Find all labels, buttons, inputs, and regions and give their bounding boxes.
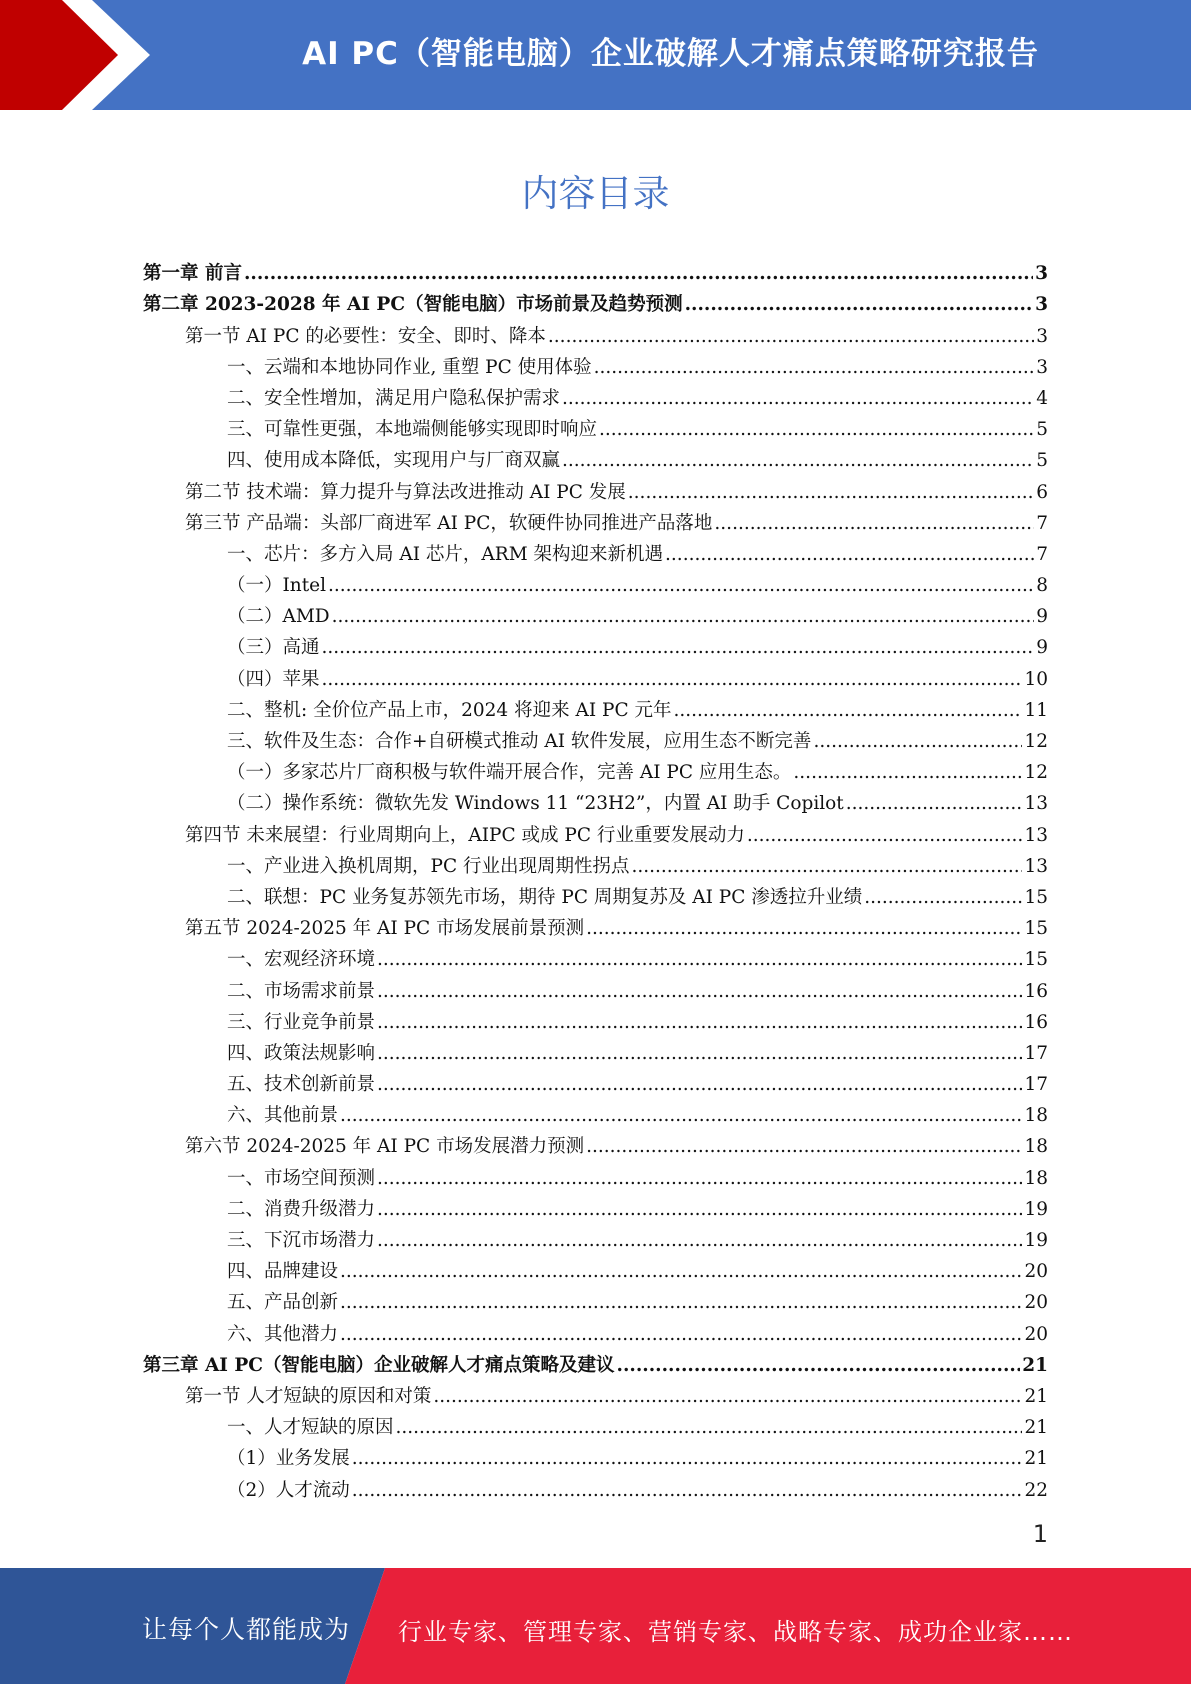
toc-dot-leader	[377, 1168, 1022, 1190]
toc-entry-page: 5	[1036, 450, 1048, 472]
toc-dot-leader	[632, 856, 1023, 878]
toc-entry-page: 9	[1036, 606, 1048, 628]
toc-entry-page: 20	[1024, 1292, 1048, 1314]
toc-entry[interactable]	[143, 1065, 1048, 1096]
toc-entry[interactable]	[143, 1408, 1048, 1439]
toc-entry[interactable]	[143, 1283, 1048, 1314]
toc-entry-page: 21	[1024, 1417, 1048, 1439]
toc-entry-title: （一）多家芯片厂商积极与软件端开展合作，完善 AI PC 应用生态。	[227, 762, 792, 784]
toc-dot-leader	[322, 669, 1023, 691]
header-arrow-decoration	[0, 0, 150, 110]
toc-entry-title: （三）高通	[227, 637, 320, 659]
toc-entry[interactable]	[143, 847, 1048, 878]
toc-entry-page: 21	[1024, 1448, 1048, 1470]
toc-entry-title: （1）业务发展	[227, 1448, 350, 1470]
toc-entry-title: 二、消费升级潜力	[227, 1198, 376, 1220]
toc-entry[interactable]	[143, 878, 1048, 909]
toc-entry[interactable]	[143, 815, 1048, 846]
toc-entry-page: 21	[1024, 1385, 1048, 1407]
toc-dot-leader	[352, 1448, 1023, 1470]
toc-entry-title: 第六节 2024-2025 年 AI PC 市场发展潜力预测	[185, 1136, 585, 1158]
toc-entry-title: 第一节 人才短缺的原因和对策	[185, 1385, 432, 1407]
toc-entry[interactable]	[143, 659, 1048, 690]
toc-dot-leader	[377, 949, 1022, 971]
toc-dot-leader	[562, 388, 1034, 410]
toc-entry[interactable]	[143, 753, 1048, 784]
toc-entry-title: 二、整机: 全价位产品上市，2024 将迎来 AI PC 元年	[227, 699, 672, 721]
toc-entry-title: 一、市场空间预测	[227, 1167, 376, 1189]
toc-dot-leader	[813, 731, 1022, 753]
toc-entry-page: 21	[1022, 1354, 1048, 1376]
toc-entry[interactable]	[143, 1096, 1048, 1127]
toc-entry-page: 20	[1024, 1261, 1048, 1283]
toc-dot-leader	[340, 1105, 1022, 1127]
toc-entry-title: 第二章 2023-2028 年 AI PC（智能电脑）市场前景及趋势预测	[143, 294, 683, 316]
toc-entry-page: 19	[1024, 1230, 1048, 1251]
toc-entry[interactable]	[143, 628, 1048, 659]
toc-entry-page: 3	[1035, 294, 1048, 316]
toc-entry-title: （2）人才流动	[227, 1479, 350, 1501]
toc-entry[interactable]	[143, 1314, 1048, 1345]
toc-entry-title: 一、产业进入换机周期，PC 行业出现周期性拐点	[227, 855, 630, 877]
toc-entry-page: 11	[1024, 699, 1048, 721]
toc-dot-leader	[377, 1074, 1022, 1096]
toc-entry-title: 五、产品创新	[227, 1292, 339, 1314]
toc-entry-title: 四、使用成本降低，实现用户与厂商双赢	[227, 450, 561, 472]
toc-entry[interactable]	[143, 1190, 1048, 1221]
toc-entry-page: 4	[1036, 387, 1048, 409]
toc-entry[interactable]	[143, 1034, 1048, 1065]
toc-entry-page: 12	[1024, 762, 1048, 784]
toc-entry-page: 15	[1024, 918, 1048, 940]
toc-dot-leader	[617, 1355, 1021, 1377]
toc-entry-title: 三、软件及生态：合作+自研模式推动 AI 软件发展，应用生态不断完善	[227, 731, 812, 752]
toc-entry[interactable]	[143, 722, 1048, 753]
toc-entry-page: 17	[1024, 1074, 1048, 1096]
toc-entry-title: 第一节 AI PC 的必要性：安全、即时、降本	[185, 325, 546, 347]
toc-entry-page: 16	[1024, 980, 1048, 1002]
toc-entry[interactable]	[143, 316, 1048, 347]
toc-entry-title: 四、政策法规影响	[227, 1042, 376, 1064]
toc-dot-leader	[340, 1261, 1022, 1283]
toc-dot-leader	[594, 357, 1035, 379]
toc-entry[interactable]	[143, 1252, 1048, 1283]
toc-dot-leader	[665, 544, 1034, 566]
toc-entry-title: 四、品牌建设	[227, 1261, 339, 1283]
page-number: 1	[1032, 1520, 1048, 1548]
toc-entry-title: （一）Intel	[227, 575, 327, 597]
report-title: AI PC（智能电脑）企业破解人才痛点策略研究报告	[302, 35, 1039, 72]
toc-dot-leader	[674, 700, 1023, 722]
toc-entry-title: （四）苹果	[227, 668, 320, 690]
toc-entry-title: 二、联想：PC 业务复苏领先市场，期待 PC 周期复苏及 AI PC 渗透拉升业绩	[227, 886, 863, 908]
footer-slogan-right: 行业专家、管理专家、营销专家、战略专家、成功企业家……	[398, 1618, 1073, 1646]
toc-dot-leader	[377, 1199, 1022, 1221]
toc-entry[interactable]	[143, 909, 1048, 940]
toc-dot-leader	[377, 981, 1022, 1003]
toc-entry-page: 18	[1024, 1105, 1048, 1127]
toc-entry-title: 第五节 2024-2025 年 AI PC 市场发展前景预测	[185, 918, 585, 940]
toc-entry-title: 二、安全性增加，满足用户隐私保护需求	[227, 387, 561, 409]
toc-dot-leader	[352, 1480, 1023, 1502]
toc-entry[interactable]	[143, 348, 1048, 379]
toc-entry-title: 三、下沉市场潜力	[227, 1230, 376, 1251]
toc-dot-leader	[548, 326, 1034, 348]
toc-entry-page: 7	[1036, 543, 1048, 565]
toc-entry-page: 10	[1024, 668, 1048, 690]
toc-dot-leader	[793, 762, 1022, 784]
toc-entry-page: 6	[1036, 481, 1048, 503]
toc-entry-title: 六、其他前景	[227, 1105, 339, 1127]
toc-entry-title: 二、市场需求前景	[227, 980, 376, 1002]
toc-dot-leader	[586, 1136, 1022, 1158]
toc-entry-title: 一、宏观经济环境	[227, 949, 376, 971]
toc-entry[interactable]	[143, 285, 1048, 316]
toc-entry-page: 12	[1024, 731, 1048, 752]
toc-dot-leader	[599, 419, 1034, 441]
toc-entry[interactable]	[143, 1127, 1048, 1158]
toc-entry-page: 3	[1036, 356, 1048, 378]
toc-entry-page: 13	[1024, 855, 1048, 877]
table-of-contents	[143, 254, 1048, 1502]
toc-entry[interactable]	[143, 784, 1048, 815]
toc-entry-title: 六、其他潜力	[227, 1323, 339, 1345]
toc-entry[interactable]	[143, 441, 1048, 472]
toc-dot-leader	[328, 575, 1034, 597]
toc-entry[interactable]	[143, 1377, 1048, 1408]
toc-dot-leader	[340, 1292, 1022, 1314]
toc-entry-page: 15	[1024, 886, 1048, 908]
toc-dot-leader	[332, 606, 1035, 628]
toc-entry-page: 8	[1036, 575, 1048, 597]
toc-entry[interactable]	[143, 971, 1048, 1002]
toc-entry-page: 18	[1024, 1136, 1048, 1158]
toc-dot-leader	[846, 793, 1023, 815]
toc-entry[interactable]	[143, 597, 1048, 628]
toc-entry-title: 一、人才短缺的原因	[227, 1417, 394, 1439]
toc-dot-leader	[322, 637, 1035, 659]
toc-dot-leader	[586, 918, 1022, 940]
toc-dot-leader	[714, 513, 1034, 535]
footer-slogan-left: 让每个人都能成为	[142, 1615, 351, 1644]
toc-heading: 内容目录	[521, 172, 670, 215]
toc-dot-leader	[377, 1012, 1022, 1034]
toc-entry-page: 15	[1024, 949, 1048, 971]
toc-entry-page: 7	[1036, 512, 1048, 534]
toc-dot-leader	[377, 1043, 1022, 1065]
toc-entry[interactable]	[143, 535, 1048, 566]
toc-entry-title: 一、芯片：多方入局 AI 芯片，ARM 架构迎来新机遇	[227, 543, 664, 565]
toc-dot-leader	[864, 887, 1022, 909]
toc-entry[interactable]	[143, 1470, 1048, 1501]
toc-entry-title: 五、技术创新前景	[227, 1074, 376, 1096]
toc-entry-title: 第一章 前言	[143, 263, 242, 285]
toc-entry-title: 三、行业竞争前景	[227, 1011, 376, 1033]
toc-entry-title: 第三节 产品端：头部厂商进军 AI PC，软硬件协同推进产品落地	[185, 512, 713, 534]
toc-entry-page: 16	[1024, 1011, 1048, 1033]
toc-entry[interactable]	[143, 1003, 1048, 1034]
toc-dot-leader	[628, 482, 1034, 504]
toc-entry-page: 3	[1036, 325, 1048, 347]
toc-entry-title: 第三章 AI PC（智能电脑）企业破解人才痛点策略及建议	[143, 1354, 615, 1376]
toc-dot-leader	[433, 1386, 1022, 1408]
toc-entry[interactable]	[143, 1346, 1048, 1377]
toc-entry[interactable]	[143, 940, 1048, 971]
toc-entry-page: 19	[1024, 1198, 1048, 1220]
toc-dot-leader	[340, 1324, 1022, 1346]
toc-entry-page: 20	[1024, 1323, 1048, 1345]
toc-dot-leader	[396, 1417, 1023, 1439]
toc-entry[interactable]	[143, 1158, 1048, 1189]
toc-entry[interactable]	[143, 504, 1048, 535]
toc-dot-leader	[747, 825, 1023, 847]
toc-entry-title: 第二节 技术端：算力提升与算法改进推动 AI PC 发展	[185, 481, 626, 503]
toc-entry-title: （二）AMD	[227, 606, 330, 628]
toc-entry-page: 3	[1035, 263, 1048, 285]
toc-entry[interactable]	[143, 254, 1048, 285]
toc-entry-page: 18	[1024, 1167, 1048, 1189]
toc-entry-page: 17	[1024, 1042, 1048, 1064]
toc-entry-page: 22	[1024, 1479, 1048, 1501]
toc-entry-page: 13	[1024, 824, 1048, 846]
toc-entry[interactable]	[143, 379, 1048, 410]
toc-entry[interactable]	[143, 1221, 1048, 1252]
toc-entry[interactable]	[143, 472, 1048, 503]
toc-entry-title: （二）操作系统：微软先发 Windows 11 “23H2”，内置 AI 助手 Copilot	[227, 793, 844, 815]
toc-entry-title: 三、可靠性更强，本地端侧能够实现即时响应	[227, 419, 598, 441]
toc-entry-page: 13	[1024, 793, 1048, 815]
toc-entry[interactable]	[143, 410, 1048, 441]
toc-entry-page: 5	[1036, 419, 1048, 441]
toc-entry[interactable]	[143, 1439, 1048, 1470]
toc-entry-page: 9	[1036, 637, 1048, 659]
toc-entry-title: 第四节 未来展望：行业周期向上，AIPC 或成 PC 行业重要发展动力	[185, 824, 745, 846]
toc-dot-leader	[562, 450, 1034, 472]
toc-dot-leader	[377, 1230, 1022, 1252]
toc-entry[interactable]	[143, 691, 1048, 722]
toc-dot-leader	[685, 294, 1034, 316]
toc-entry[interactable]	[143, 566, 1048, 597]
toc-dot-leader	[244, 263, 1033, 285]
toc-entry-title: 一、云端和本地协同作业, 重塑 PC 使用体验	[227, 356, 592, 378]
